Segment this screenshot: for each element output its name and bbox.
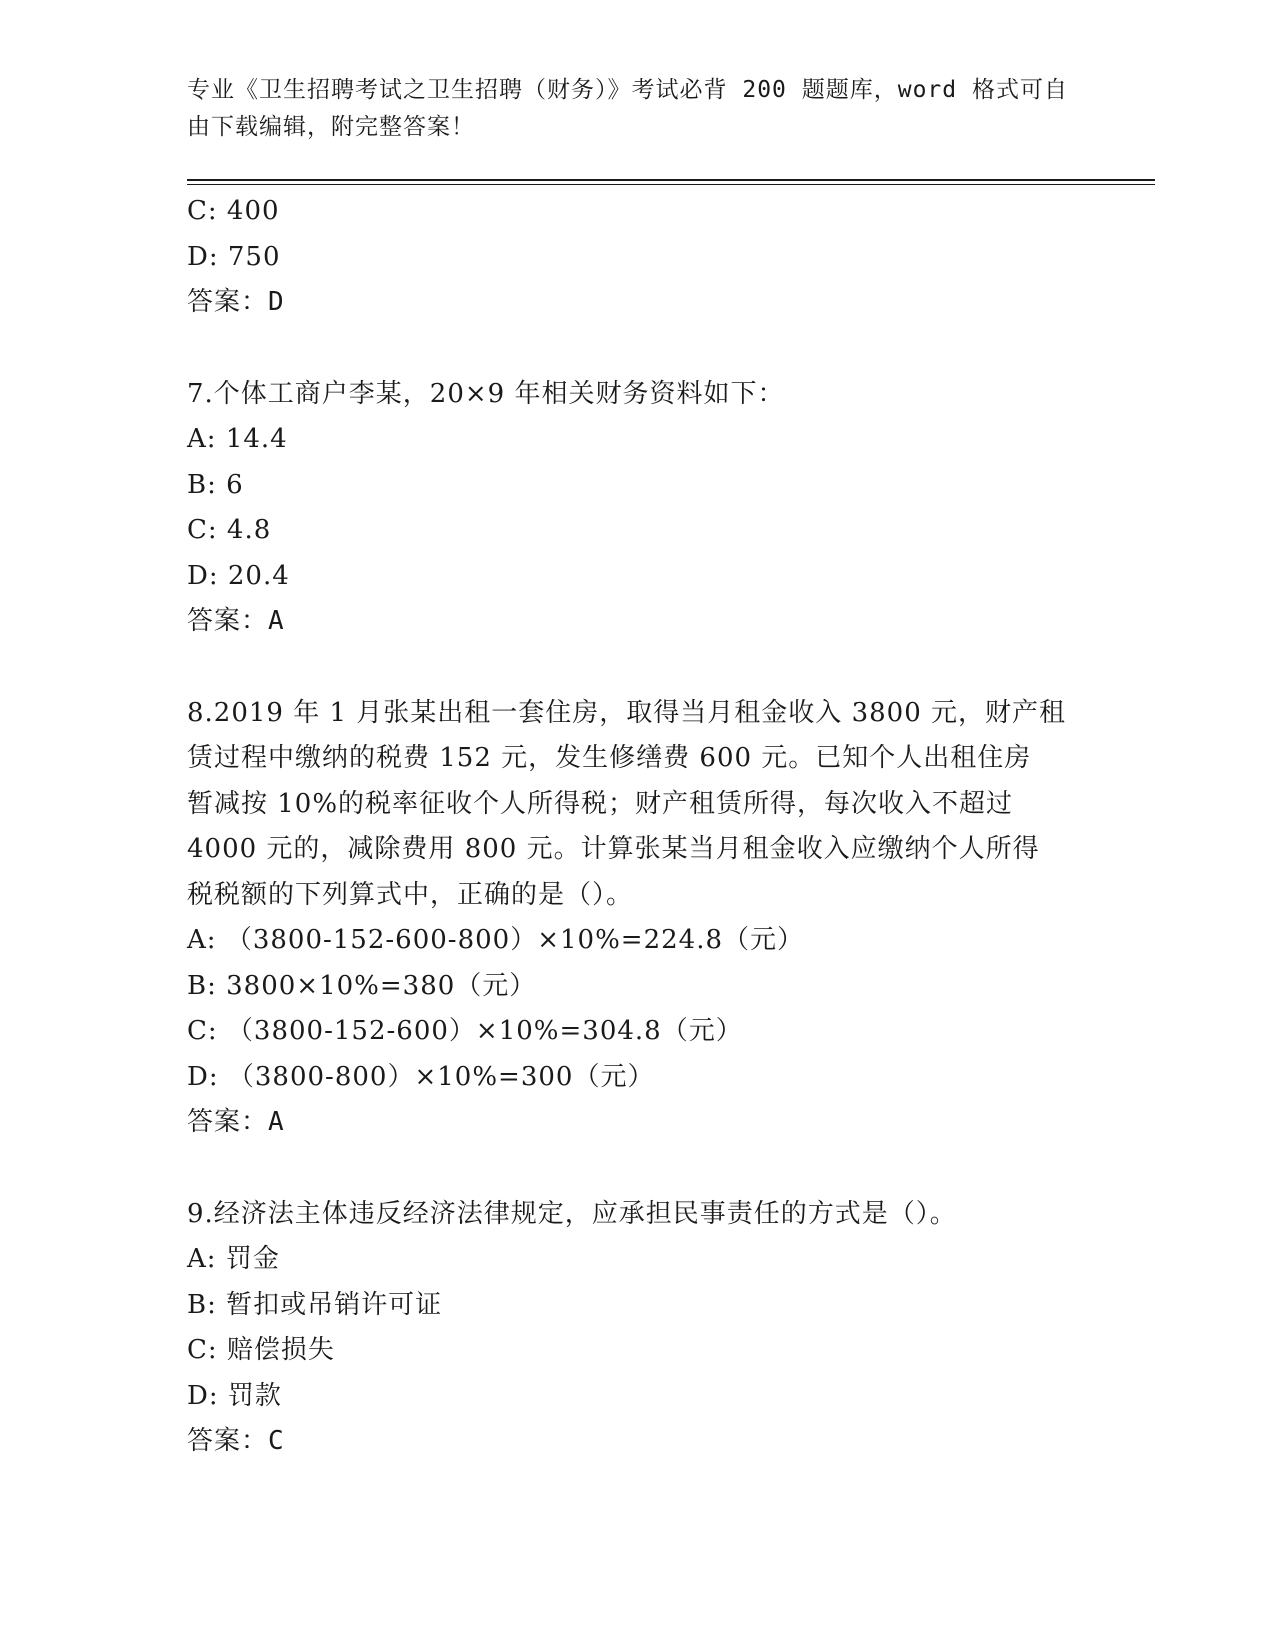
- option-text: 750: [227, 241, 281, 272]
- option-letter: D:: [187, 1061, 219, 1092]
- option-text: 14.4: [225, 424, 288, 454]
- option-b: [187, 1283, 1087, 1329]
- option-b: [187, 463, 1087, 509]
- question-stem-line: 税税额的下列算式中，正确的是（）。: [187, 879, 634, 910]
- option-a: [187, 417, 1087, 463]
- spacer: [187, 645, 1087, 691]
- option-d: [187, 1374, 1087, 1420]
- option-text: 4.8: [226, 515, 272, 545]
- option-text: 400: [226, 196, 280, 226]
- option-b: [187, 964, 1087, 1010]
- option-a: [187, 918, 1087, 964]
- question-7: [187, 372, 1087, 645]
- option-letter: A:: [187, 1244, 217, 1274]
- spacer: [187, 1146, 1087, 1192]
- answer-line: 答案：D: [187, 287, 285, 317]
- question-9: [187, 1192, 1087, 1465]
- option-a: [187, 1237, 1087, 1283]
- option-letter: B:: [187, 970, 217, 1001]
- option-letter: C:: [187, 515, 218, 545]
- question-6-continued: [187, 189, 1087, 326]
- answer-line: 答案：A: [187, 1107, 285, 1137]
- option-text: 3800×10%=380（元）: [226, 970, 537, 1001]
- option-text: 20.4: [227, 560, 290, 591]
- option-text: 罚款: [227, 1380, 282, 1411]
- option-letter: C:: [187, 1335, 218, 1365]
- header-line-2: 由下载编辑，附完整答案！: [187, 114, 475, 140]
- question-stem-line: 4000 元的，减除费用 800 元。计算张某当月租金收入应缴纳个人所得: [187, 834, 1040, 864]
- option-letter: D:: [187, 241, 219, 272]
- option-d: [187, 554, 1087, 600]
- document-header: [187, 72, 1087, 146]
- option-letter: C:: [187, 196, 218, 226]
- option-d: [187, 1055, 1087, 1101]
- option-letter: A:: [187, 925, 217, 955]
- option-c: [187, 189, 1087, 235]
- option-text: 暂扣或吊销许可证: [226, 1289, 443, 1320]
- question-stem: 9.经济法主体违反经济法律规定，应承担民事责任的方式是（）。: [187, 1198, 957, 1229]
- option-letter: B:: [187, 1289, 217, 1320]
- answer-line: 答案：C: [187, 1426, 285, 1456]
- question-stem-line: 赁过程中缴纳的税费 152 元，发生修缮费 600 元。已知个人出租住房: [187, 743, 1032, 773]
- question-8: [187, 691, 1087, 1146]
- option-letter: D:: [187, 560, 219, 591]
- option-letter: A:: [187, 424, 217, 454]
- option-text: （3800-800）×10%=300（元）: [227, 1061, 655, 1092]
- option-text: （3800-152-600-800）×10%=224.8（元）: [225, 925, 805, 955]
- header-line-1: 专业《卫生招聘考试之卫生招聘（财务）》考试必背 200 题题库，word 格式可自: [187, 77, 1068, 103]
- option-letter: D:: [187, 1380, 219, 1411]
- header-divider-thin: [187, 184, 1155, 185]
- spacer: [187, 326, 1087, 372]
- option-text: （3800-152-600）×10%=304.8（元）: [226, 1016, 743, 1046]
- answer-line: 答案：A: [187, 606, 285, 636]
- question-stem-line: 暂减按 10%的税率征收个人所得税；财产租赁所得，每次收入不超过: [187, 788, 1014, 819]
- option-c: [187, 1328, 1087, 1374]
- option-text: 赔偿损失: [226, 1335, 335, 1365]
- question-stem-line: 8.2019 年 1 月张某出租一套住房，取得当月租金收入 3800 元，财产租: [187, 697, 1067, 728]
- question-list: [187, 189, 1087, 1465]
- option-letter: C:: [187, 1016, 218, 1046]
- option-letter: B:: [187, 469, 217, 500]
- option-c: [187, 508, 1087, 554]
- option-text: 6: [226, 469, 244, 500]
- option-c: [187, 1009, 1087, 1055]
- question-stem: 7.个体工商户李某，20×9 年相关财务资料如下：: [187, 378, 785, 409]
- option-d: [187, 235, 1087, 281]
- header-divider-thick: [187, 179, 1155, 181]
- option-text: 罚金: [225, 1244, 280, 1274]
